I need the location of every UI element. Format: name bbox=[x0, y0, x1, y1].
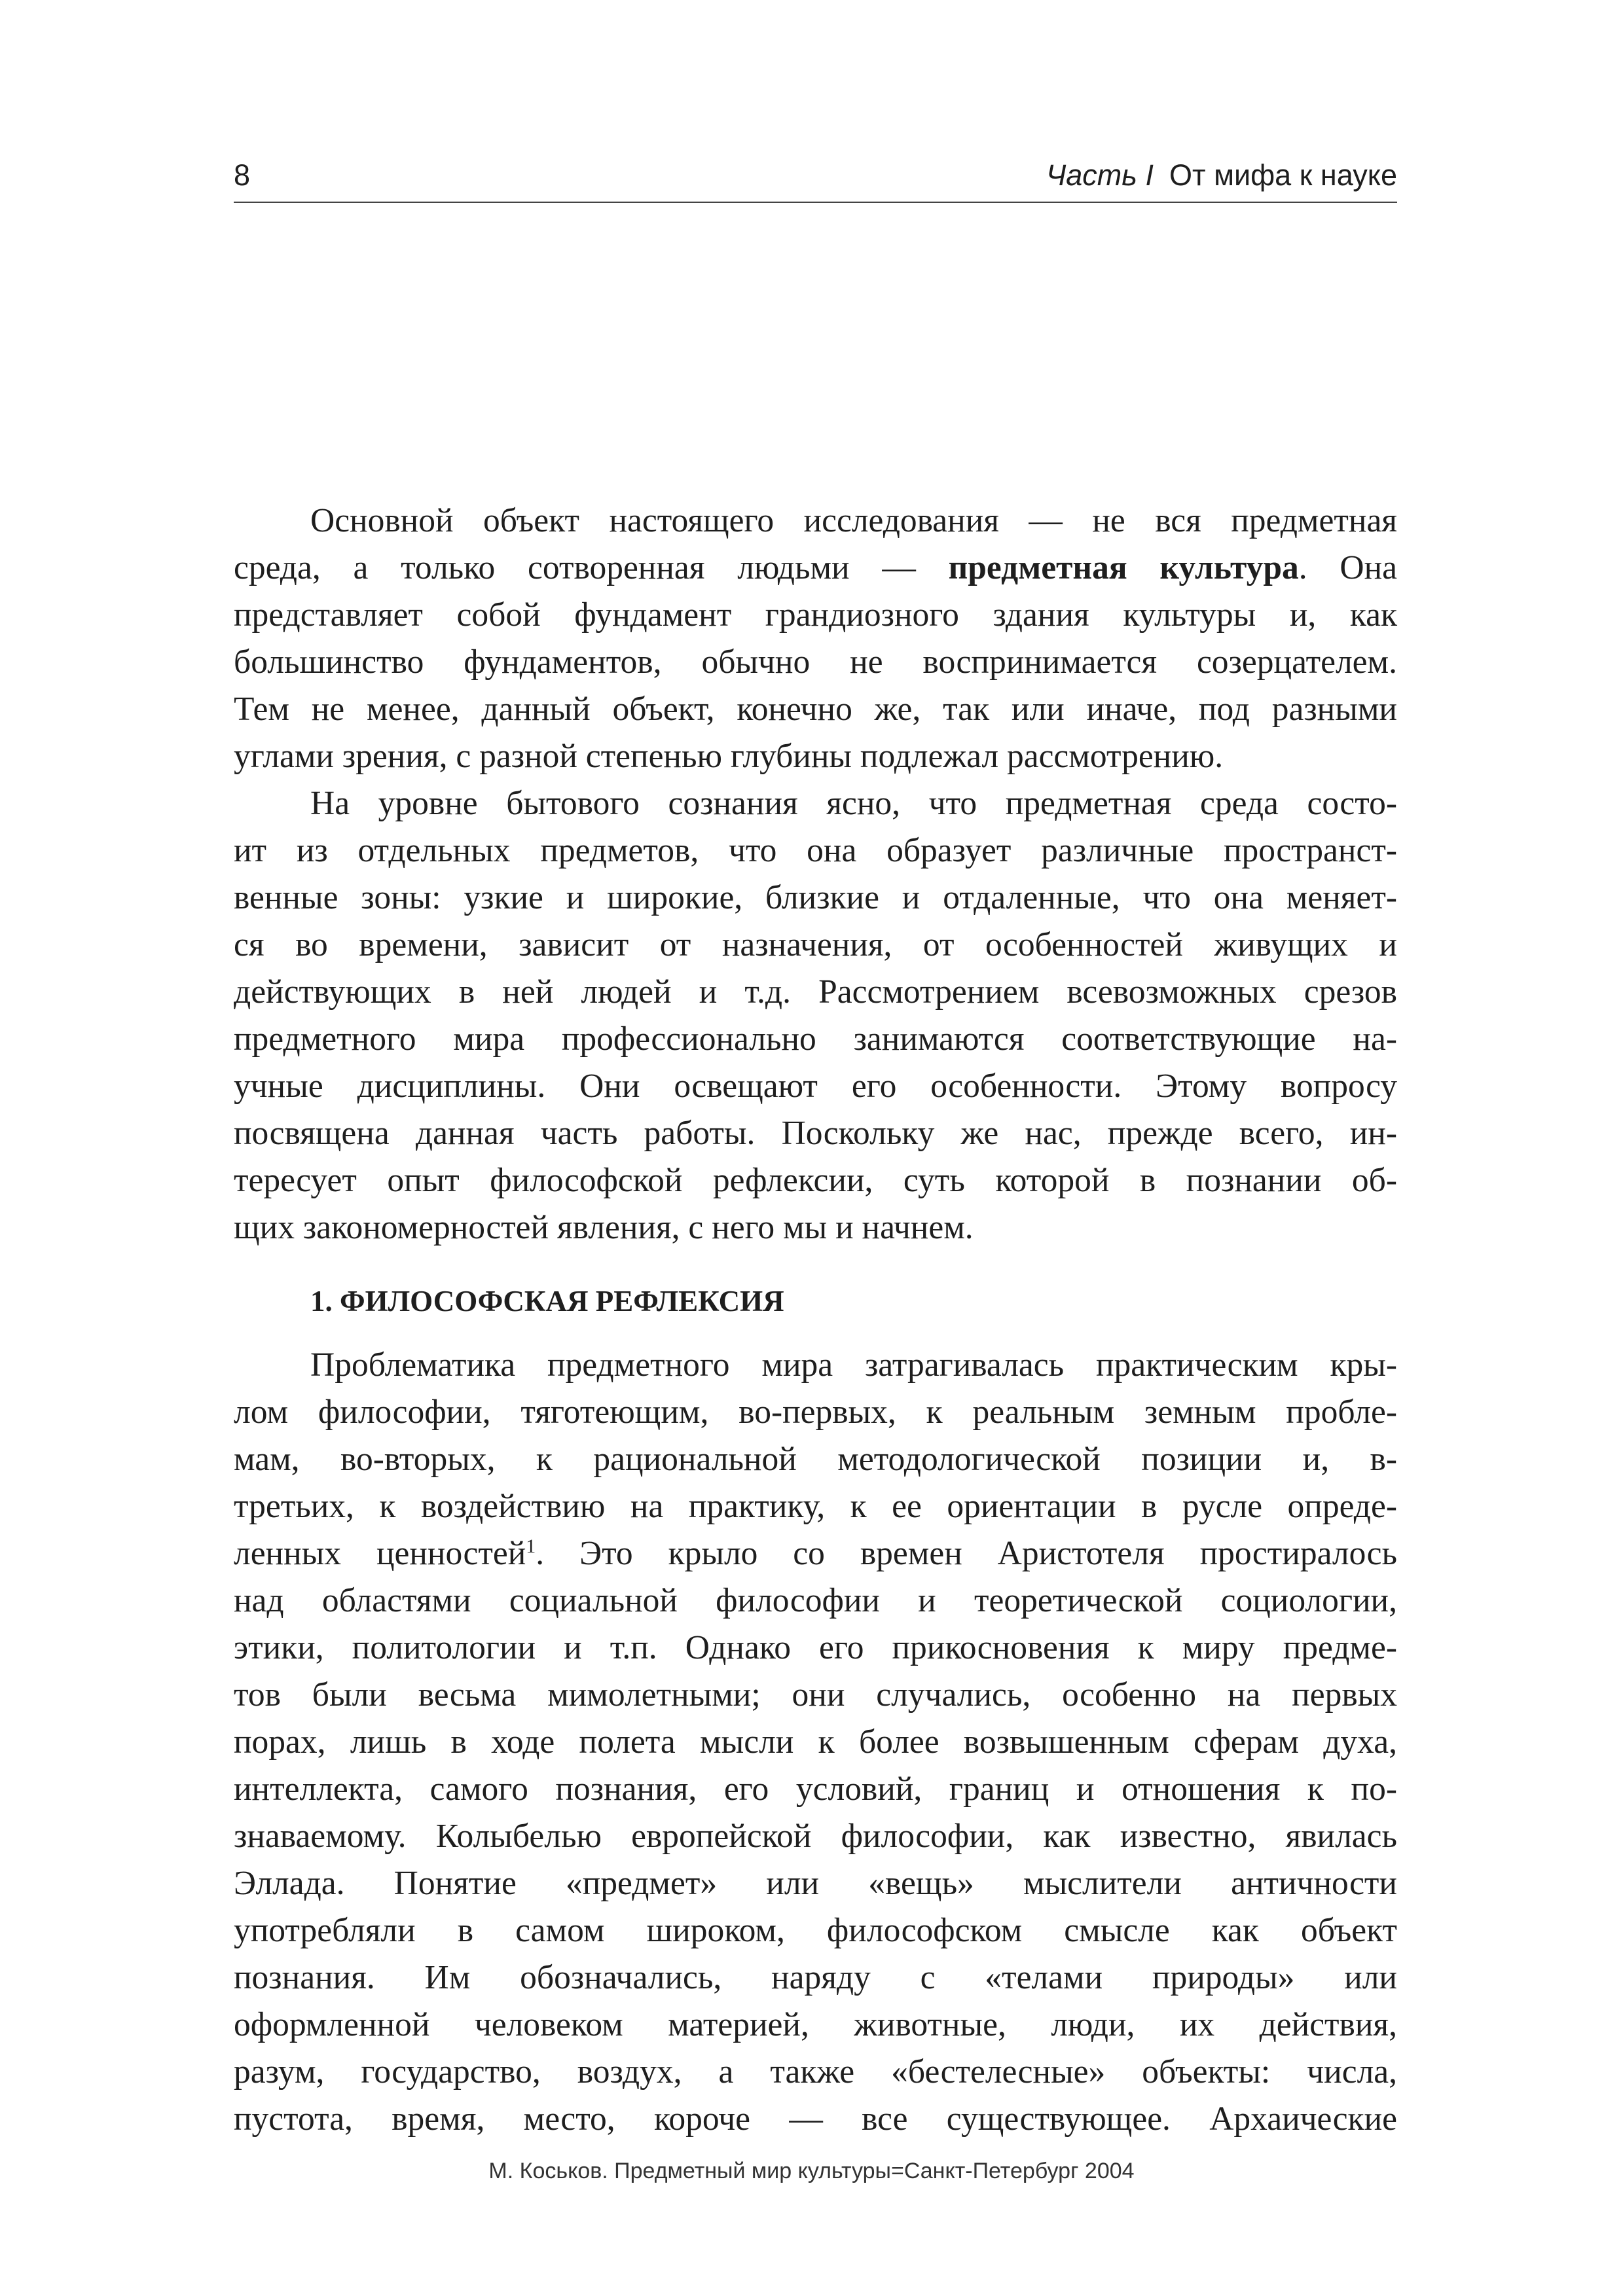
section-heading: 1. ФИЛОСОФСКАЯ РЕФЛЕКСИЯ bbox=[310, 1285, 784, 1318]
text-line: учные дисциплины. Они освещают его особенности. Этому вопросу bbox=[234, 1067, 1397, 1105]
running-head bbox=[1046, 158, 1397, 192]
text-line: среда, а только сотворенная людьми — предметная культура. Она bbox=[234, 549, 1397, 586]
page-number: 8 bbox=[234, 158, 251, 192]
text-line: посвящена данная часть работы. Поскольку же нас, прежде всего, ин- bbox=[234, 1115, 1397, 1152]
text-line: над областями социальной философии и теоретической социологии, bbox=[234, 1582, 1397, 1619]
text-line: венные зоны: узкие и широкие, близкие и отдаленные, что она меняет- bbox=[234, 879, 1397, 916]
text-line: Тем не менее, данный объект, конечно же, так или иначе, под разными bbox=[234, 691, 1397, 728]
text-line: Проблематика предметного мира затрагивалась практическим кры- bbox=[310, 1346, 1397, 1384]
text-line: ит из отдельных предметов, что она образует различные пространст- bbox=[234, 832, 1397, 869]
bold-term: предметная культура bbox=[948, 549, 1299, 586]
footnote-marker: 1 bbox=[526, 1535, 536, 1557]
paragraph-2 bbox=[234, 780, 1397, 1251]
text-line: действующих в ней людей и т.д. Рассмотрением всевозможных срезов bbox=[234, 973, 1397, 1011]
text-line: щих закономерностей явления, с него мы и начнем. bbox=[234, 1209, 974, 1246]
text-line: ленных ценностей$^1$. Это крыло со времен Аристотеля простиралось bbox=[234, 1535, 1397, 1572]
page-footer: М. Коськов. Предметный мир культуры=Санкт-Петербург 2004 bbox=[488, 2159, 1135, 2183]
text-line: Основной объект настоящего исследования — не вся предметная bbox=[310, 502, 1397, 539]
text-line: оформленной человеком материей, животные, люди, их действия, bbox=[234, 2006, 1397, 2043]
body-text bbox=[234, 497, 1397, 2143]
text-line: Эллада. Понятие «предмет» или «вещь» мыслители античности bbox=[234, 1865, 1397, 1902]
paragraph-3 bbox=[234, 1342, 1397, 2143]
text-line: углами зрения, с разной степенью глубины подлежал рассмотрению. bbox=[234, 738, 1224, 775]
text-line: третьих, к воздействию на практику, к ее ориентации в русле опреде- bbox=[234, 1488, 1397, 1525]
text-line: ся во времени, зависит от назначения, от особенностей живущих и bbox=[234, 926, 1397, 963]
text-line: употребляли в самом широком, философском смысле как объект bbox=[234, 1912, 1397, 1949]
text-line: интеллекта, самого познания, его условий, границ и отношения к по- bbox=[234, 1770, 1397, 1808]
text-line: мам, во-вторых, к рациональной методологической позиции и, в- bbox=[234, 1441, 1397, 1478]
text-line: знаваемому. Колыбелью европейской философии, как известно, явилась bbox=[234, 1818, 1397, 1855]
paragraph-1 bbox=[234, 497, 1397, 780]
part-title: От мифа к науке bbox=[1169, 158, 1397, 192]
text-line: этики, политологии и т.п. Однако его прикосновения к миру предме- bbox=[234, 1629, 1397, 1666]
text-line: тересует опыт философской рефлексии, суть которой в познании об- bbox=[234, 1162, 1397, 1199]
running-header bbox=[234, 154, 1397, 203]
text-line: представляет собой фундамент грандиозного здания культуры и, как bbox=[234, 596, 1397, 634]
text-line: пустота, время, место, короче — все существующее. Архаические bbox=[234, 2100, 1397, 2138]
text-line: предметного мира профессионально занимаются соответствующие на- bbox=[234, 1020, 1397, 1058]
text-line: На уровне бытового сознания ясно, что предметная среда состо- bbox=[310, 785, 1397, 822]
text-line: познания. Им обозначались, наряду с «телами природы» или bbox=[234, 1959, 1397, 1996]
part-label: Часть I bbox=[1046, 158, 1154, 192]
text-line: разум, государство, воздух, а также «бестелесные» объекты: числа, bbox=[234, 2053, 1397, 2090]
text-line: порах, лишь в ходе полета мысли к более возвышенным сферам духа, bbox=[234, 1723, 1397, 1761]
text-line: тов были весьма мимолетными; они случались, особенно на первых bbox=[234, 1676, 1397, 1713]
text-line: большинство фундаментов, обычно не воспринимается созерцателем. bbox=[234, 643, 1397, 681]
text-line: лом философии, тяготеющим, во-первых, к реальным земным пробле- bbox=[234, 1393, 1397, 1431]
